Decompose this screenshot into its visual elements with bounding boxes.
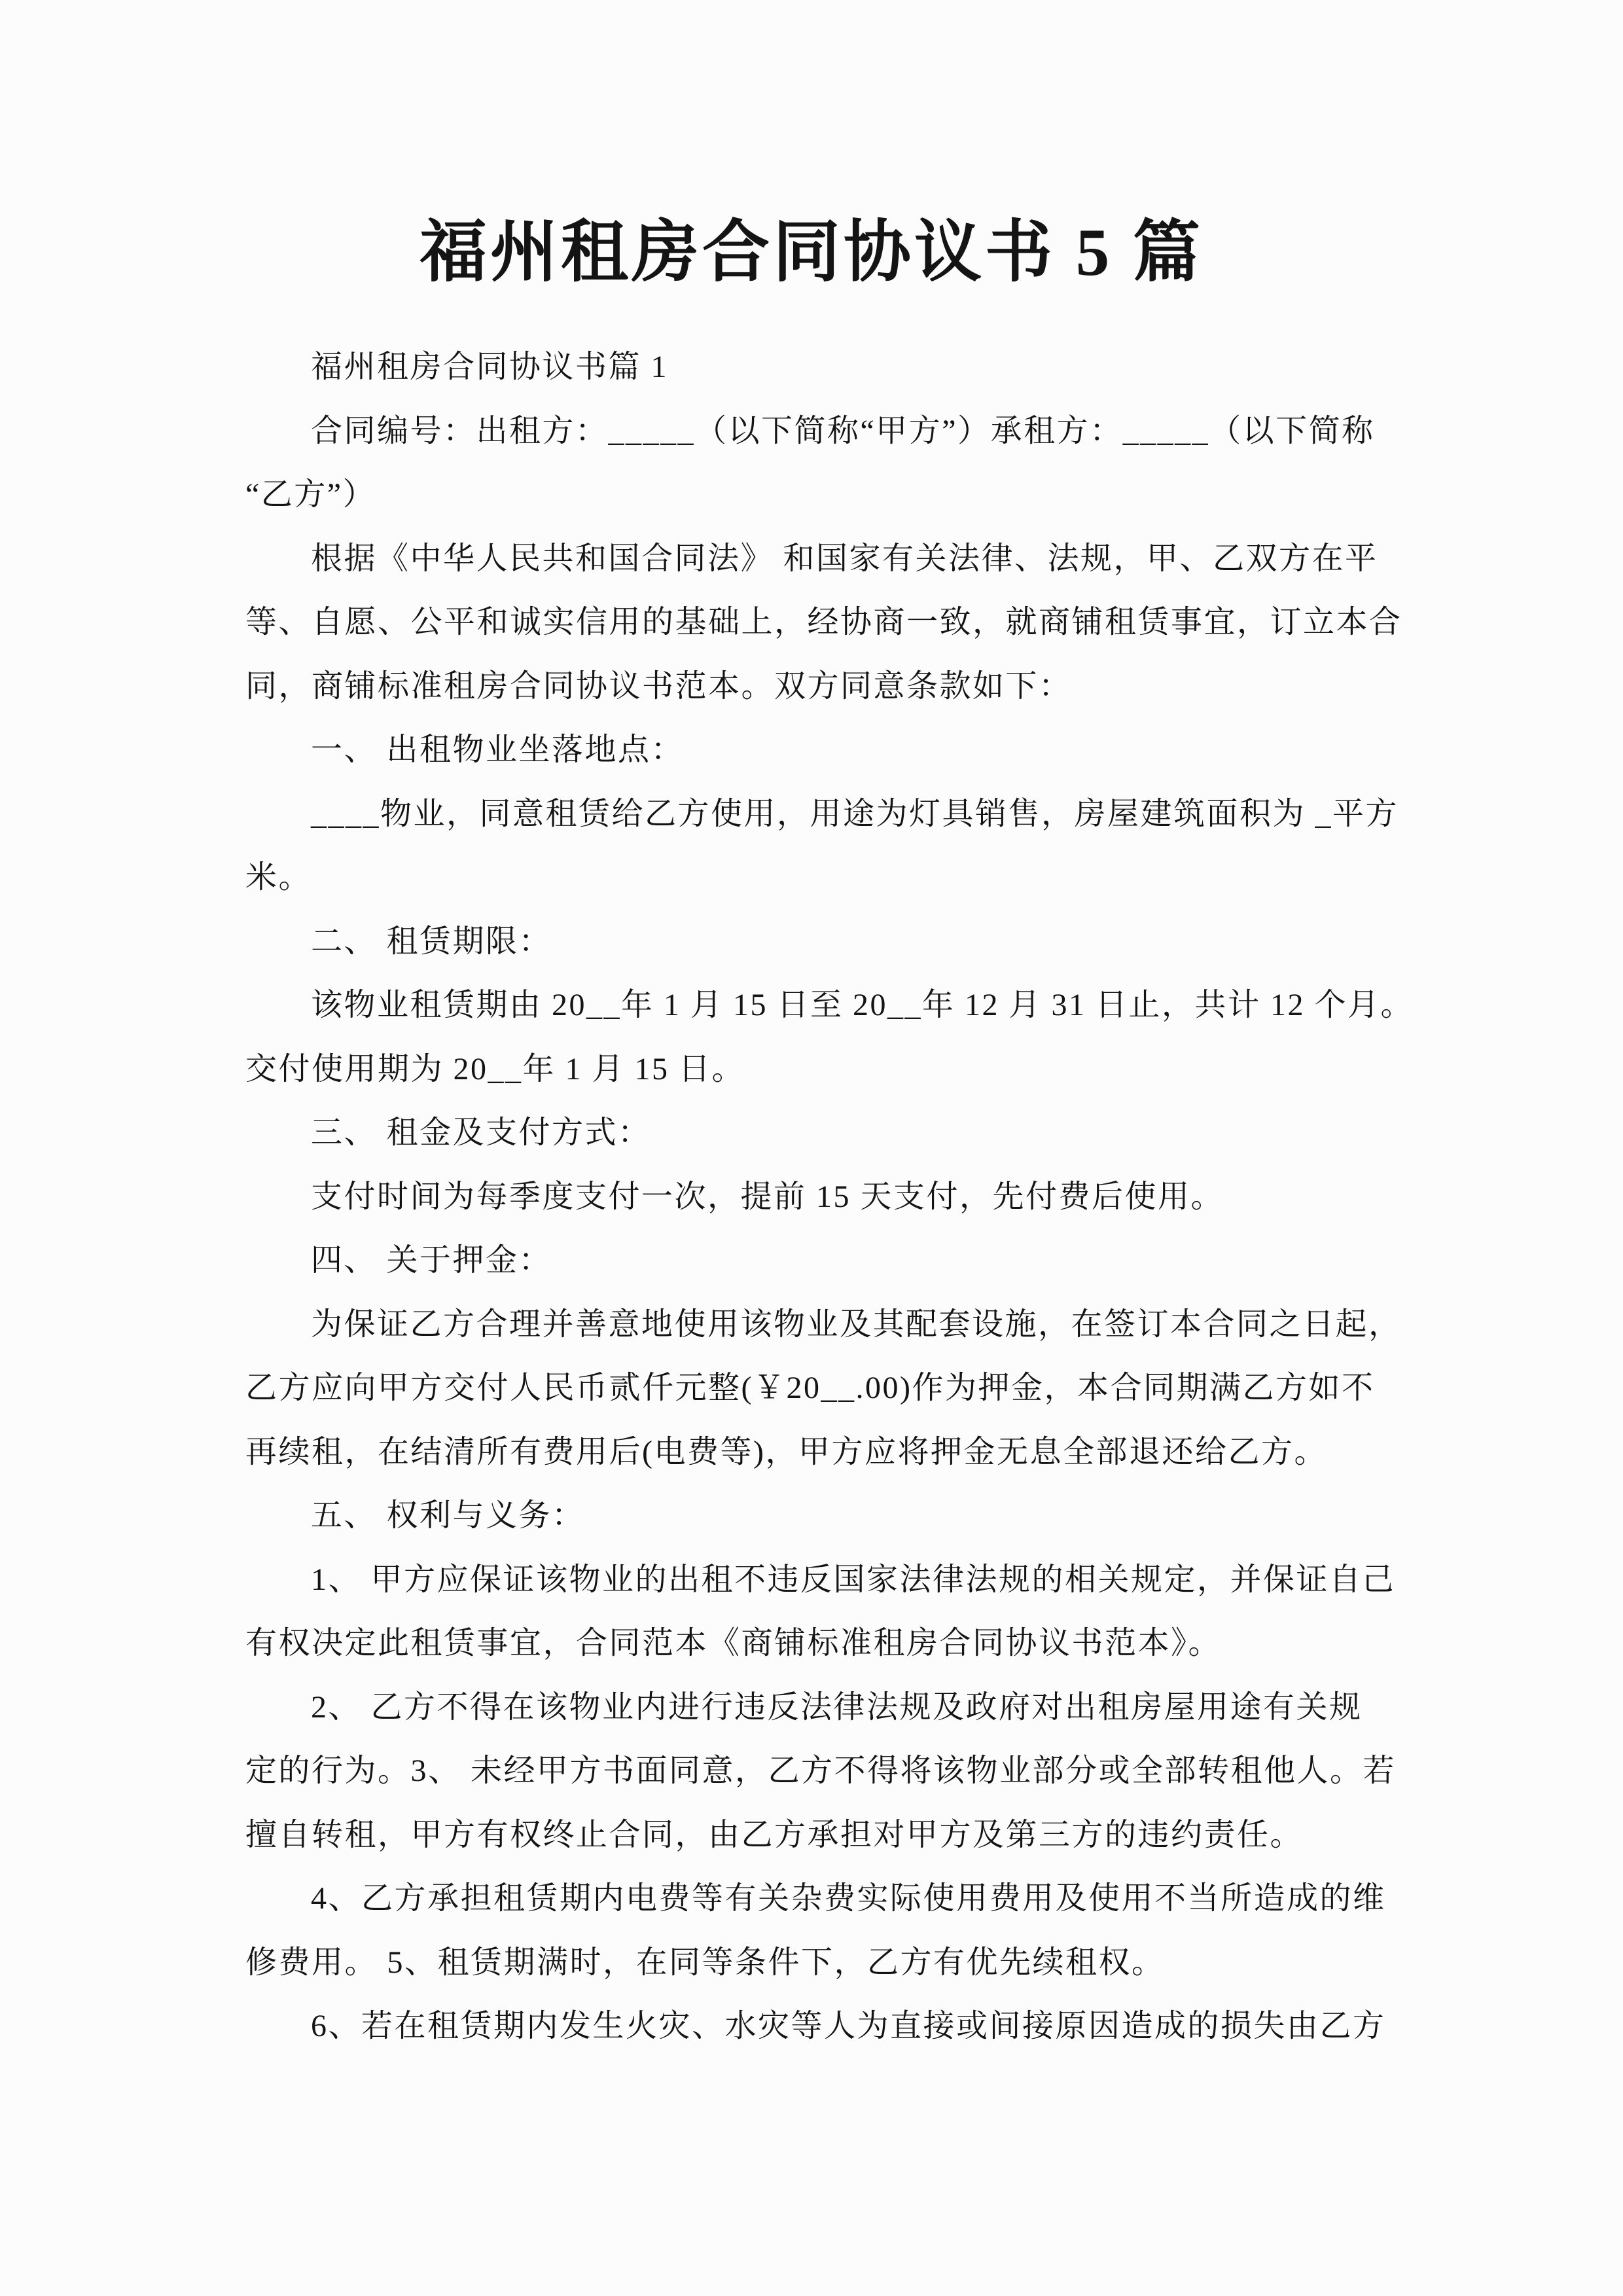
document-line: 乙方应向甲方交付人民币贰仟元整(￥20__.00)作为押金，本合同期满乙方如不 — [245, 1371, 1375, 1405]
document-line: 该物业租赁期由 20__年 1 月 15 日至 20__年 12 月 31 日止，共计 12 个月。 — [311, 988, 1414, 1022]
document-line: 等、自愿、公平和诚实信用的基础上，经协商一致，就商铺租赁事宜，订立本合 — [245, 605, 1402, 639]
document-line: 4、乙方承担租赁期内电费等有关杂费实际使用费用及使用不当所造成的维 — [311, 1881, 1386, 1916]
document-line: 为保证乙方合理并善意地使用该物业及其配套设施，在签订本合同之日起， — [311, 1306, 1402, 1342]
document-line: 四、 关于押金： — [311, 1243, 552, 1278]
document-line: 2、 乙方不得在该物业内进行违反法律法规及政府对出租房屋用途有关规 — [311, 1689, 1363, 1725]
document-title: 福州租房合同协议书 5 篇 — [419, 215, 1204, 290]
document-line: 福州租房合同协议书篇 1 — [311, 350, 669, 384]
document-line: 一、 出租物业坐落地点： — [311, 732, 685, 767]
document-line: 6、若在租赁期内发生火灾、水灾等人为直接或间接原因造成的损失由乙方 — [311, 2009, 1386, 2043]
document-line: 同，商铺标准租房合同协议书范本。双方同意条款如下： — [245, 668, 1072, 704]
document-body — [245, 335, 1417, 2058]
document-line: 有权决定此租赁事宜，合同范本《商铺标准租房合同协议书范本》。 — [245, 1626, 1222, 1660]
document-line: 二、 租赁期限： — [311, 924, 552, 959]
document-line: 再续租，在结清所有费用后(电费等)，甲方应将押金无息全部退还给乙方。 — [245, 1434, 1327, 1469]
document-line: 擅自转租，甲方有权终止合同，由乙方承担对甲方及第三方的违约责任。 — [245, 1817, 1304, 1852]
document-line: ____物业，同意租赁给乙方使用，用途为灯具销售，房屋建筑面积为 _平方 — [311, 796, 1399, 831]
document-line: 三、 租金及支付方式： — [311, 1115, 651, 1150]
document-line: 根据《中华人民共和国合同法》 和国家有关法律、法规，甲、乙双方在平 — [311, 541, 1378, 576]
document-line: 米。 — [245, 860, 312, 895]
document-line: 五、 权利与义务： — [311, 1498, 585, 1533]
document-line: 合同编号：出租方：_____（以下简称“甲方”）承租方：_____（以下简称 — [311, 413, 1375, 448]
document-line: 1、 甲方应保证该物业的出租不违反国家法律法规的相关规定，并保证自己 — [311, 1562, 1396, 1597]
document-line: “乙方”） — [245, 477, 376, 512]
document-line: 支付时间为每季度支付一次，提前 15 天支付，先付费后使用。 — [311, 1179, 1224, 1214]
document-line: 修费用。 5、租赁期满时，在同等条件下，乙方有优先续租权。 — [245, 1945, 1165, 1980]
document-line: 交付使用期为 20__年 1 月 15 日。 — [245, 1051, 745, 1086]
document-line: 定的行为。3、 未经甲方书面同意，乙方不得将该物业部分或全部转租他人。若 — [245, 1753, 1397, 1788]
